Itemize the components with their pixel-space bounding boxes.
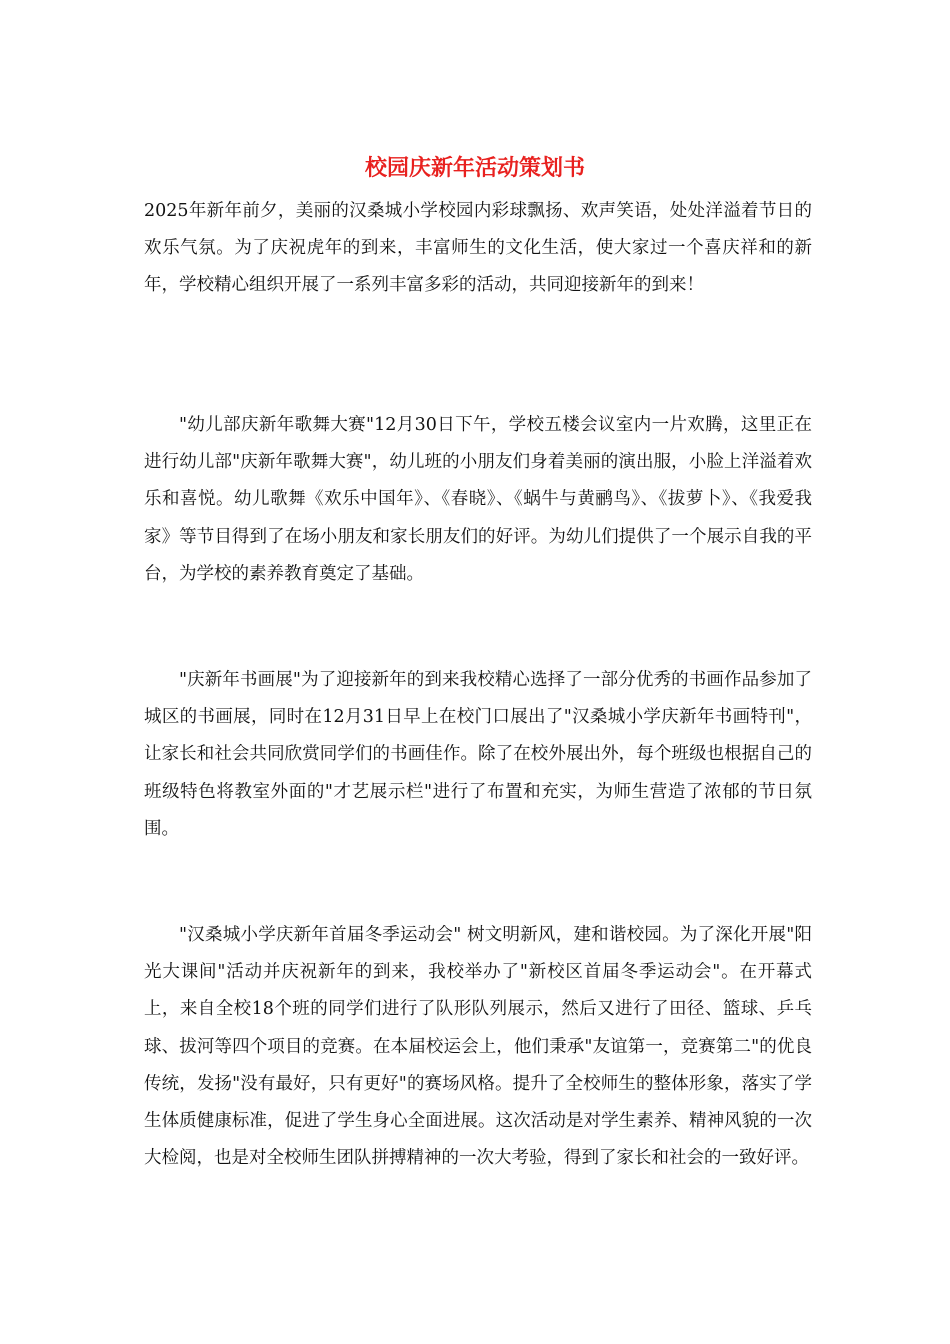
- paragraph-art-exhibition: "庆新年书画展"为了迎接新年的到来我校精心选择了一部分优秀的书画作品参加了城区的书画展，同时在12月31日早上在校门口展出了"汉桑城小学庆新年书画特刊"，让家长和社会共同欣赏同学们的书画佳作。除了在校外展出外，每个班级也根据自己的班级特色将教室外面的"才艺展示栏"进行了布置和充实，为师生营造了浓郁的节日氛围。: [144, 670, 812, 839]
- document-title: 校园庆新年活动策划书: [364, 155, 585, 181]
- paragraph-intro: 2025年新年前夕，美丽的汉桑城小学校园内彩球飘扬、欢声笑语，处处洋溢着节日的欢乐气氛。为了庆祝虎年的到来，丰富师生的文化生活，使大家过一个喜庆祥和的新年，学校精心组织开展了一系列丰富多彩的活动，共同迎接新年的到来！: [144, 201, 812, 296]
- paragraph-sports-meet: "汉桑城小学庆新年首届冬季运动会" 树文明新风，建和谐校园。为了深化开展"阳光大课间"活动并庆祝新年的到来，我校举办了"新校区首届冬季运动会"。在开幕式上，来自全校18个班的同学们进行了队形队列展示，然后又进行了田径、篮球、乒乓球、拔河等四个项目的竞赛。在本届校运会上，他们秉承"友谊第一，竞赛第二"的优良传统，发扬"没有最好，只有更好"的赛场风格。提升了全校师生的整体形象，落实了学生体质健康标准，促进了学生身心全面进展。这次活动是对学生素养、精神风貌的一次大检阅，也是对全校师生团队拼搏精神的一次大考验，得到了家长和社会的一致好评。: [144, 925, 812, 1169]
- paragraph-dance-contest: "幼儿部庆新年歌舞大赛"12月30日下午，学校五楼会议室内一片欢腾，这里正在进行幼儿部"庆新年歌舞大赛"，幼儿班的小朋友们身着美丽的演出服，小脸上洋溢着欢乐和喜悦。幼儿歌舞《欢乐中国年》、《春晓》、《蜗牛与黄鹂鸟》、《拔萝卜》、《我爱我家》等节目得到了在场小朋友和家长朋友们的好评。为幼儿们提供了一个展示自我的平台，为学校的素养教育奠定了基础。: [144, 415, 812, 584]
